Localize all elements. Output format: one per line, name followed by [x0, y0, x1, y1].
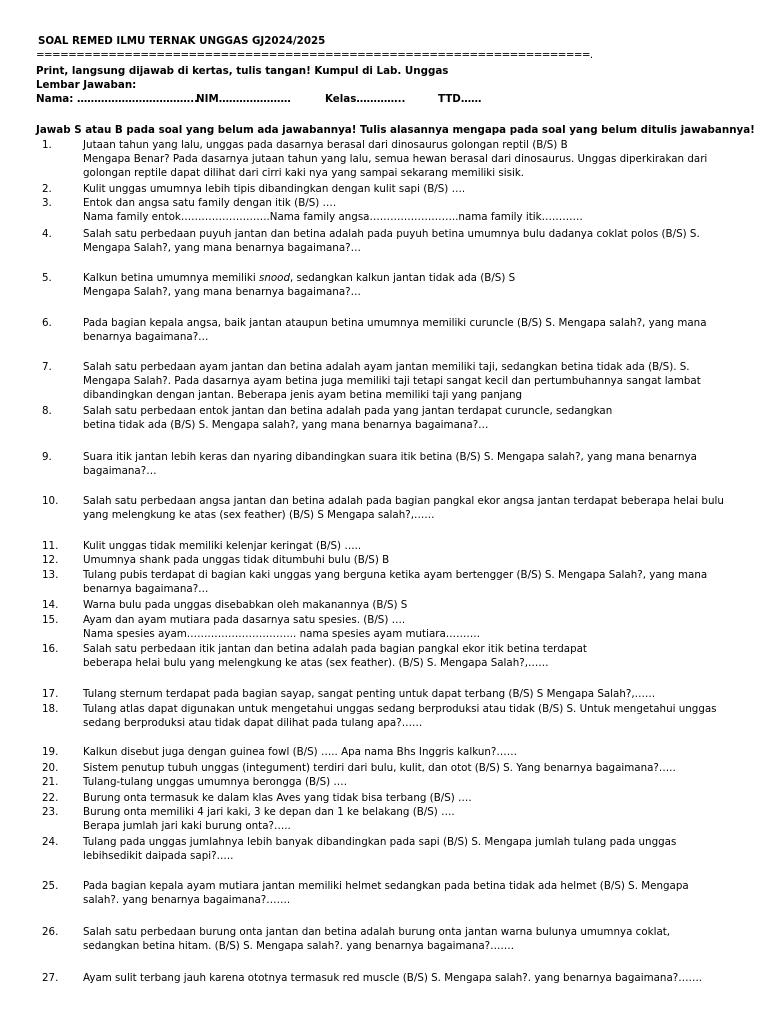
question-line: Mengapa Salah?, yang mana benarnya bagaimana?… — [83, 242, 361, 255]
question-text — [83, 775, 729, 789]
question-text — [83, 494, 729, 522]
question-line: Kalkun disebut juga dengan guinea fowl (B/S) ….. Apa nama Bhs Inggris kalkun?…… — [83, 746, 517, 758]
question-line: Mengapa Salah?. Pada dasarnya ayam betina juga memiliki taji tetapi sangat kecil dan pertumbuhannya sangat lambat — [83, 375, 701, 388]
question-line: Salah satu perbedaan ayam jantan dan betina adalah ayam jantan memiliki taji, sedangkan betina tidak ada (B/S). S. — [83, 361, 690, 373]
question-number: 13. — [42, 569, 59, 581]
question-line: Pada bagian kepala ayam mutiara jantan memiliki helmet sedangkan pada betina tidak ada helmet (B/S) S. Mengapa — [83, 880, 689, 892]
question-text — [83, 271, 729, 299]
question-text — [83, 450, 729, 478]
question-number: 8. — [42, 405, 52, 417]
question-line: Ayam dan ayam mutiara pada dasarnya satu spesies. (B/S) …. — [83, 614, 406, 626]
question-number: 2. — [42, 183, 52, 195]
question-line: Salah satu perbedaan entok jantan dan betina adalah pada yang jantan terdapat curuncle, sedangkan — [83, 405, 613, 417]
question-line: sedang berproduksi atau tidak dapat dilihat pada tulang apa?…… — [83, 717, 423, 730]
question-line: Warna bulu pada unggas disebabkan oleh makanannya (B/S) S — [83, 599, 408, 611]
question-line: Tulang sternum terdapat pada bagian sayap, sangat penting untuk dapat terbang (B/S) S Mengapa Salah?,…… — [83, 688, 656, 700]
question-text — [83, 835, 729, 863]
question-line: Salah satu perbedaan angsa jantan dan betina adalah pada bagian pangkal ekor angsa jantan terdapat beberapa helai bulu — [83, 495, 724, 507]
question-number: 24. — [42, 836, 59, 848]
question-text — [83, 360, 729, 403]
question-text — [83, 196, 729, 224]
question-line: Salah satu perbedaan itik jantan dan betina adalah pada bagian pangkal ekor itik betina terdapat — [83, 643, 587, 655]
question-number: 15. — [42, 614, 59, 626]
question-text — [83, 925, 729, 953]
student-info-line — [36, 92, 736, 107]
question-line: dibandingkan dengan jantan. Beberapa jenis ayam betina memiliki taji yang panjang — [83, 389, 523, 402]
question-text — [83, 761, 729, 775]
document-title: SOAL REMED ILMU TERNAK UNGGAS GJ2024/2025 — [38, 35, 326, 47]
question-number: 3. — [42, 197, 52, 209]
question-number: 26. — [42, 926, 59, 938]
question-number: 22. — [42, 792, 59, 804]
question-number: 21. — [42, 776, 59, 788]
question-line: beberapa helai bulu yang melengkung ke atas (sex feather). (B/S) S. Mengapa Salah?,…… — [83, 657, 549, 670]
question-line: Jutaan tahun yang lalu, unggas pada dasarnya berasal dari dinosaurus golongan reptil (B/S) B — [83, 139, 568, 151]
question-number: 19. — [42, 746, 59, 758]
question-line: Kalkun betina umumnya memiliki snood, sedangkan kalkun jantan tidak ada (B/S) S — [83, 272, 516, 284]
question-line: Suara itik jantan lebih keras dan nyaring dibandingkan suara itik betina (B/S) S. Mengapa salah?, yang mana benarnya — [83, 451, 697, 463]
question-line: Salah satu perbedaan puyuh jantan dan betina adalah pada puyuh betina umumnya bulu dadanya coklat polos (B/S) S. — [83, 228, 700, 240]
question-number: 27. — [42, 972, 59, 984]
question-text — [83, 687, 729, 701]
question-line: Mengapa Benar? Pada dasarnya jutaan tahun yang lalu, semua hewan berasal dari dinosaurus. Unggas diperkirakan dari — [83, 153, 708, 166]
question-text — [83, 182, 729, 196]
question-number: 4. — [42, 228, 52, 240]
question-number: 9. — [42, 451, 52, 463]
question-text — [83, 598, 729, 612]
question-text — [83, 745, 729, 759]
question-text — [83, 613, 729, 641]
question-line: Ayam sulit terbang jauh karena ototnya termasuk red muscle (B/S) S. Mengapa salah?. yang benarnya bagaimana?……. — [83, 972, 703, 984]
question-line: Burung onta termasuk ke dalam klas Aves yang tidak bisa terbang (B/S) …. — [83, 792, 472, 804]
class-field: Kelas………….. — [325, 93, 406, 105]
question-line: Entok dan angsa satu family dengan itik (B/S) …. — [83, 197, 337, 209]
question-text — [83, 702, 729, 730]
question-line: salah?. yang benarnya bagaimana?……. — [83, 894, 291, 907]
question-line: Kulit unggas tidak memiliki kelenjar keringat (B/S) ….. — [83, 540, 362, 552]
question-line: Sistem penutup tubuh unggas (integument) terdiri dari bulu, kulit, dan otot (B/S) S. Yang benarnya bagaimana?….. — [83, 762, 676, 774]
question-number: 6. — [42, 317, 52, 329]
submission-note: Print, langsung dijawab di kertas, tulis tangan! Kumpul di Lab. Unggas — [36, 65, 449, 77]
question-line: Nama family entok……………………..Nama family angsa……………………..nama family itik………… — [83, 211, 583, 224]
question-text — [83, 971, 729, 985]
separator-line: =====================================================================. — [36, 49, 593, 61]
question-text — [83, 138, 729, 181]
nim-field: NIM………………… — [196, 93, 291, 105]
question-line: Salah satu perbedaan burung onta jantan dan betina adalah burung onta jantan warna bulunya umumnya coklat, — [83, 926, 671, 938]
question-line: benarnya bagaimana?… — [83, 331, 209, 344]
question-line: lebihsedikit daipada sapi?….. — [83, 850, 234, 863]
question-number: 1. — [42, 139, 52, 151]
question-text — [83, 227, 729, 255]
question-number: 12. — [42, 554, 59, 566]
question-text — [83, 879, 729, 907]
question-text — [83, 539, 729, 553]
question-number: 20. — [42, 762, 59, 774]
question-line: Kulit unggas umumnya lebih tipis dibandingkan dengan kulit sapi (B/S) …. — [83, 183, 466, 195]
question-number: 14. — [42, 599, 59, 611]
question-text — [83, 404, 729, 432]
instructions: Jawab S atau B pada soal yang belum ada jawabannya! Tulis alasannya mengapa pada soal yang belum ditulis jawabannya! — [36, 124, 755, 136]
question-line: Tulang pada unggas jumlahnya lebih banyak dibandingkan pada sapi (B/S) S. Mengapa jumlah tulang pada unggas — [83, 836, 677, 848]
question-number: 11. — [42, 540, 59, 552]
question-text — [83, 791, 729, 805]
question-text — [83, 805, 729, 833]
question-number: 23. — [42, 806, 59, 818]
question-number: 17. — [42, 688, 59, 700]
name-field: Nama: …………………………….. — [36, 93, 199, 105]
question-number: 18. — [42, 703, 59, 715]
question-text — [83, 316, 729, 344]
question-line: Nama spesies ayam………………………….. nama spesies ayam mutiara………. — [83, 628, 480, 641]
question-number: 7. — [42, 361, 52, 373]
question-line: Mengapa Salah?, yang mana benarnya bagaimana?… — [83, 286, 361, 299]
question-line: Berapa jumlah jari kaki burung onta?….. — [83, 820, 291, 833]
signature-field: TTD…… — [438, 93, 482, 105]
question-number: 10. — [42, 495, 59, 507]
question-text — [83, 568, 729, 596]
question-line: sedangkan betina hitam. (B/S) S. Mengapa salah?. yang benarnya bagaimana?……. — [83, 940, 515, 953]
question-line: Tulang-tulang unggas umumnya berongga (B/S) …. — [83, 776, 347, 788]
question-line: Pada bagian kepala angsa, baik jantan ataupun betina umumnya memiliki curuncle (B/S) S. Mengapa salah?, yang mana — [83, 317, 707, 329]
question-line: yang melengkung ke atas (sex feather) (B/S) S Mengapa salah?,…… — [83, 509, 435, 522]
question-line: benarnya bagaimana?… — [83, 583, 209, 596]
answer-sheet-label: Lembar Jawaban: — [36, 79, 137, 91]
question-text — [83, 642, 729, 670]
question-text — [83, 553, 729, 567]
question-line: Burung onta memiliki 4 jari kaki, 3 ke depan dan 1 ke belakang (B/S) …. — [83, 806, 455, 818]
question-number: 5. — [42, 272, 52, 284]
question-line: bagaimana?… — [83, 465, 157, 478]
question-line: Tulang pubis terdapat di bagian kaki unggas yang berguna ketika ayam bertengger (B/S) S. Mengapa Salah?, yang mana — [83, 569, 708, 581]
question-line: golongan reptile dapat dilihat dari cirri kaki nya yang sampai sekarang memiliki sisik. — [83, 167, 525, 180]
question-line: Umumnya shank pada unggas tidak ditumbuhi bulu (B/S) B — [83, 554, 390, 566]
question-number: 25. — [42, 880, 59, 892]
question-number: 16. — [42, 643, 59, 655]
question-line: betina tidak ada (B/S) S. Mengapa salah?, yang mana benarnya bagaimana?… — [83, 419, 489, 432]
question-line: Tulang atlas dapat digunakan untuk mengetahui unggas sedang berproduksi atau tidak (B/S) S. Untuk mengetahui unggas — [83, 703, 717, 715]
